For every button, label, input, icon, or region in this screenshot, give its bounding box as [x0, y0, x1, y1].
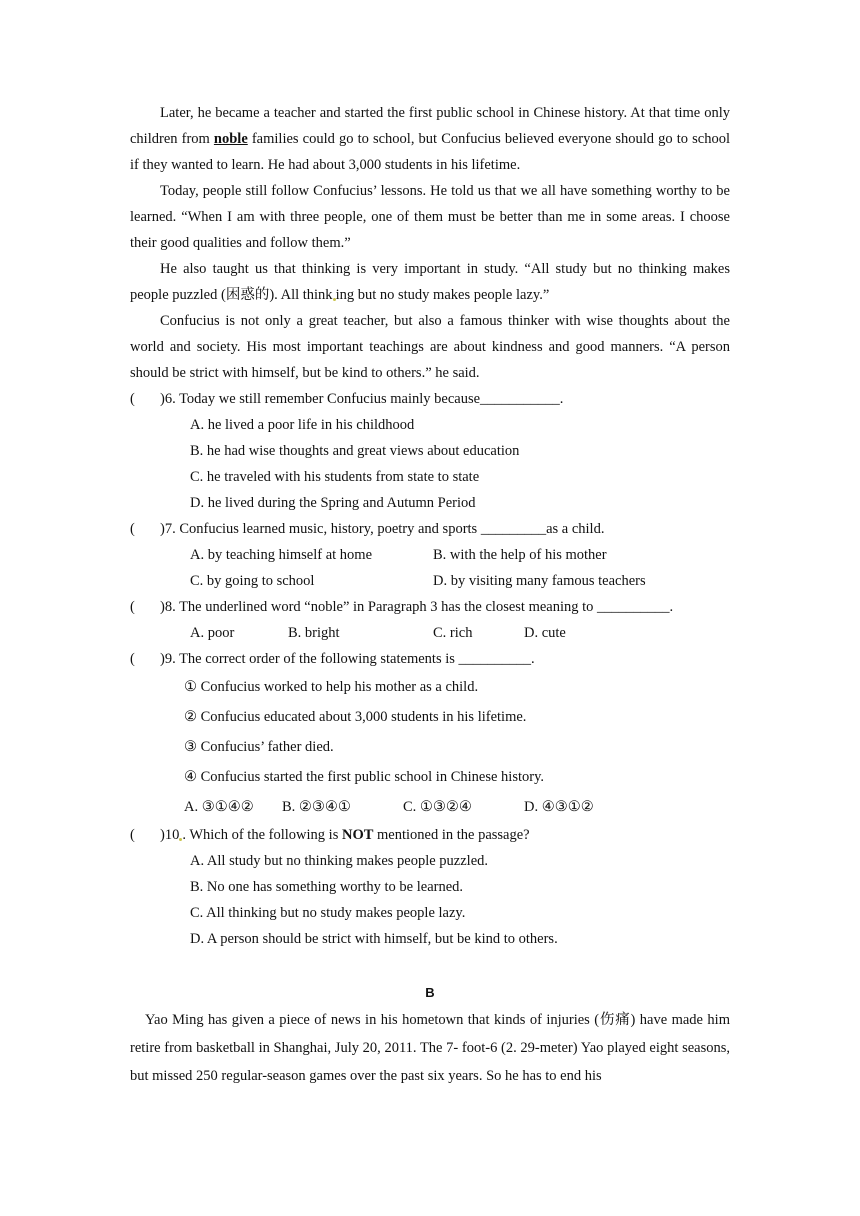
- answer-blank[interactable]: (: [130, 599, 135, 615]
- option-d: D. cute: [524, 625, 566, 641]
- underlined-word-noble: noble: [213, 131, 248, 147]
- option-c: C. by going to school: [190, 573, 315, 589]
- option-row: [130, 568, 730, 594]
- question-text: )8. The underlined word “noble” in Paragraph 3 has the closest meaning to __________.: [160, 599, 674, 615]
- passage-paragraph-2: Today, people still follow Confucius’ lessons. He told us that we all have something worthy to be learned. “When I am with three people, one of them must be better than me in some areas. I choose their good qualities and follow them.”: [130, 183, 730, 251]
- emphasis-not: NOT: [341, 827, 374, 843]
- option-d: D. A person should be strict with himself, but be kind to others.: [190, 931, 558, 947]
- option-d: D. by visiting many famous teachers: [433, 573, 646, 589]
- question-7: [130, 516, 730, 542]
- option-d: D. he lived during the Spring and Autumn Period: [190, 495, 476, 511]
- question-text: )7. Confucius learned music, history, poetry and sports _________as a child.: [160, 521, 605, 537]
- option-row: [130, 900, 730, 926]
- option-a: A. ③①④②: [184, 799, 254, 815]
- question-6: [130, 386, 730, 412]
- option-b: B. ②③④①: [282, 799, 351, 815]
- option-a: A. by teaching himself at home: [190, 547, 373, 563]
- question-text: )10 . Which of the following is NOT mentioned in the passage?: [160, 827, 530, 843]
- passage-paragraph-4: Confucius is not only a great teacher, but also a famous thinker with wise thoughts about the world and society. His most important teachings are about kindness and good manners. “A person should be strict with himself, but be kind to others.” he said.: [130, 313, 730, 381]
- option-row: [130, 464, 730, 490]
- option-a: A. he lived a poor life in his childhood: [190, 417, 415, 433]
- statement-4: ④ Confucius started the first public school in Chinese history.: [184, 769, 545, 785]
- answer-blank[interactable]: (: [130, 827, 135, 843]
- option-b: B. he had wise thoughts and great views about education: [190, 443, 520, 459]
- option-row: [130, 792, 730, 822]
- question-text: )6. Today we still remember Confucius mainly because___________.: [160, 391, 564, 407]
- passage-paragraph-3: He also taught us that thinking is very important in study. “All study but no thinking makes people puzzled (困惑的). All think ing but no study makes people lazy.”: [130, 261, 730, 303]
- option-c: C. he traveled with his students from state to state: [190, 469, 480, 485]
- option-a: A. poor: [190, 625, 235, 641]
- option-row: [130, 848, 730, 874]
- option-b: B. bright: [288, 625, 340, 641]
- passage-paragraph-1: Later, he became a teacher and started the first public school in Chinese history. At that time only children from noble families could go to school, but Confucius believed everyone should go to school if they wanted to learn. He had about 3,000 students in his lifetime.: [130, 105, 730, 173]
- answer-blank[interactable]: (: [130, 521, 135, 537]
- option-c: C. rich: [433, 625, 473, 641]
- section-title: B: [425, 985, 435, 1000]
- option-a: A. All study but no thinking makes people puzzled.: [190, 853, 489, 869]
- option-b: B. with the help of his mother: [433, 547, 607, 563]
- option-row: [130, 874, 730, 900]
- question-9: [130, 646, 730, 672]
- option-row: [130, 542, 730, 568]
- option-c: C. ①③②④: [403, 799, 472, 815]
- option-row: [130, 490, 730, 516]
- option-c: C. All thinking but no study makes people lazy.: [190, 905, 466, 921]
- option-row: [130, 438, 730, 464]
- statement-1: ① Confucius worked to help his mother as a child.: [184, 679, 479, 695]
- answer-blank[interactable]: (: [130, 651, 135, 667]
- statement-2: ② Confucius educated about 3,000 students in his lifetime.: [184, 709, 527, 725]
- question-8: [130, 594, 730, 620]
- question-text: )9. The correct order of the following statements is __________.: [160, 651, 535, 667]
- option-row: [130, 926, 730, 952]
- statement-3: ③ Confucius’ father died.: [184, 739, 334, 755]
- option-d: D. ④③①②: [524, 799, 594, 815]
- passage-b-paragraph-1: Yao Ming has given a piece of news in his hometown that kinds of injuries (伤痛) have made him retire from basketball in Shanghai, July 20, 2011. The 7- foot-6 (2. 29-meter) Yao played eight seasons, but missed 250 regular-season games over the past six years. So he has to end his: [130, 1012, 730, 1084]
- option-b: B. No one has something worthy to be learned.: [190, 879, 464, 895]
- question-10: [130, 822, 730, 848]
- answer-blank[interactable]: (: [130, 391, 135, 407]
- option-row: [130, 620, 730, 646]
- option-row: [130, 412, 730, 438]
- document-content: [130, 100, 730, 1090]
